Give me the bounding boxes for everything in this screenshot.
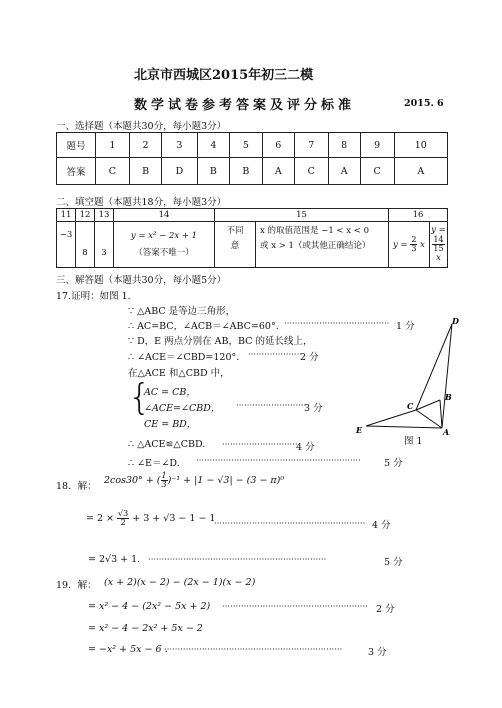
fill-ans-16a-pre: y =	[393, 240, 408, 250]
fill-ans-16b-den: 15	[433, 244, 444, 253]
fill-ans-15-right	[256, 222, 389, 268]
p18-step1-num: √3	[118, 509, 129, 518]
fill-number-row	[57, 209, 448, 222]
p17-sys-3: CE = BD，	[144, 419, 197, 430]
p18-step1-a: = 2 ×	[86, 513, 115, 524]
choice-num-8: 8	[328, 133, 360, 158]
fill-ans-14-note: （答案不唯一）	[134, 247, 194, 258]
choice-ans-10: A	[394, 158, 447, 185]
p18-step2: = 2√3 + 1.	[88, 554, 141, 565]
choice-ans-7: C	[294, 158, 328, 185]
p17-line4-score: 2 分	[300, 352, 319, 363]
p18-label: 18．解：	[56, 481, 97, 492]
fill-answer-table	[56, 208, 448, 268]
fill-num-12: 12	[76, 209, 95, 222]
choice-answer-table	[56, 132, 448, 185]
p17-label: 17.证明：如图 1.	[56, 291, 131, 302]
fill-ans-16b-frac	[432, 236, 444, 253]
section3-heading: 三、解答题（本题共30分，每小题5分）	[56, 275, 227, 286]
choice-ans-8: A	[328, 158, 360, 185]
choice-num-4: 4	[197, 133, 230, 158]
p18-step2-dots: ··································································	[148, 555, 327, 565]
fill-ans-16b-num: 14	[433, 235, 444, 244]
choice-num-1: 1	[96, 133, 130, 158]
choice-num-5: 5	[230, 133, 263, 158]
p17-line6: ∴ △ACE≌△CBD.	[128, 439, 206, 450]
p18-expression	[104, 472, 284, 489]
fill-ans-16a-den: 3	[411, 244, 417, 253]
p18-step1-b: + 3 + √3 − 1 − 1	[132, 513, 216, 524]
doc-title: 北京市西城区2015年初三二模	[134, 68, 314, 83]
p18-expr-den: 3	[161, 480, 167, 489]
row-label-ans: 答案	[57, 158, 96, 185]
p17-line5: 在△ACE 和△CBD 中，	[128, 368, 230, 379]
fill-ans-16a-num: 2	[411, 235, 417, 244]
choice-ans-3: D	[162, 158, 197, 185]
p19-step3: = −x² + 5x − 6 .	[88, 644, 168, 655]
segment-CA	[416, 410, 442, 428]
fill-ans-14	[114, 222, 215, 268]
fill-num-13: 13	[95, 209, 114, 222]
section2-heading: 二、填空题（本题共18分，每小题3分）	[56, 197, 227, 208]
point-label-D: D	[452, 316, 459, 326]
row-label-num: 题号	[57, 133, 96, 158]
p18-expr-b: )⁻¹ + |1 − √3| − (3 − π)⁰	[167, 475, 285, 486]
p17-line4: ∴ ∠ACE＝∠CBD=120°.	[128, 352, 240, 363]
p17-line2-score: 1 分	[396, 321, 415, 332]
p18-expr-num: 1	[161, 471, 167, 480]
fill-num-11: 11	[57, 209, 76, 222]
fill-ans-11: −3	[57, 222, 76, 268]
choice-num-9: 9	[360, 133, 394, 158]
fill-ans-15-line1: x 的取值范围是 −1 < x < 0	[260, 226, 369, 236]
fill-ans-16a-post: x	[420, 240, 425, 250]
choice-ans-6: A	[262, 158, 294, 185]
fill-ans-14-expr: y = x² − 2x + 1	[130, 230, 198, 241]
p17-line6-score: 4 分	[296, 442, 315, 453]
p17-sys-dots: ··························	[236, 401, 307, 411]
choice-num-6: 6	[262, 133, 294, 158]
choice-ans-2: B	[129, 158, 162, 185]
segment-BA	[440, 400, 442, 428]
fill-ans-12: 8	[76, 222, 95, 268]
fill-ans-16a	[389, 222, 430, 268]
fill-ans-15-line2: 或 x > 1（或其他正确结论）	[260, 240, 371, 251]
section1-heading: 一、选择题（本题共30分，每小题3分）	[56, 121, 227, 132]
fill-ans-16b-post: x	[436, 253, 441, 263]
choice-ans-4: B	[197, 158, 230, 185]
p18-step1-score: 4 分	[372, 520, 391, 531]
p19-step2: = x² − 4 − 2x² + 5x − 2	[88, 623, 203, 634]
choice-num-7: 7	[294, 133, 328, 158]
p17-line7-dots: ·····························································	[196, 456, 361, 466]
point-label-B: B	[445, 392, 452, 402]
p17-line4-dots: ····················	[248, 350, 303, 360]
p19-step3-score: 3 分	[368, 647, 387, 658]
doc-date: 2015. 6	[404, 98, 444, 109]
choice-num-10: 10	[394, 133, 447, 158]
p19-label: 19．解：	[56, 580, 97, 591]
p19-step1: = x² − 4 − (2x² − 5x + 2)	[88, 601, 211, 612]
point-label-A: A	[443, 427, 450, 437]
fill-num-14: 14	[114, 209, 215, 222]
p18-step2-score: 5 分	[384, 557, 403, 568]
p19-step3-dots: ··································································	[164, 645, 343, 655]
choice-number-row	[57, 133, 448, 158]
fill-num-15: 15	[215, 209, 389, 222]
p18-expr-frac	[161, 472, 168, 489]
point-label-E: E	[356, 425, 363, 435]
fill-num-16: 16	[389, 209, 448, 222]
p17-line1: ∵ △ABC 是等边三角形，	[128, 306, 236, 317]
p19-step1-score: 2 分	[376, 604, 395, 615]
p18-step1-frac	[117, 510, 129, 527]
choice-ans-1: C	[96, 158, 130, 185]
segment-AD	[442, 324, 452, 428]
doc-subtitle: 数学试卷参考答案及评分标准	[134, 98, 356, 113]
p17-line7-score: 5 分	[384, 458, 403, 469]
p17-sys-1: AC = CB，	[144, 387, 196, 398]
p17-system-brace: {	[128, 377, 151, 418]
p17-line7: ∴ ∠E＝∠D.	[128, 458, 180, 469]
fill-ans-16b	[430, 222, 448, 268]
p17-sys-2: ∠ACE=∠CBD，	[144, 403, 221, 414]
fill-ans-16b-pre: y =	[431, 225, 446, 236]
fill-ans-16a-frac	[410, 236, 417, 253]
fill-ans-15-left-1: 不同	[226, 226, 244, 236]
p18-step1-dots: ························································	[214, 519, 366, 529]
segment-EC	[366, 410, 416, 426]
p19-step1-dots: ······················································	[222, 602, 368, 612]
fill-ans-15-left	[215, 222, 256, 268]
p17-line6-dots: ····························	[222, 440, 298, 450]
choice-answer-row	[57, 158, 448, 185]
choice-ans-5: B	[230, 158, 263, 185]
p18-step1	[86, 510, 215, 527]
fill-ans-13: 3	[95, 222, 114, 268]
figure-1-triangle-diagram	[352, 314, 462, 442]
p17-line3: ∵ D，E 两点分别在 AB，BC 的延长线上，	[128, 336, 313, 347]
fill-ans-15-left-2: 意	[230, 240, 240, 251]
choice-ans-9: C	[360, 158, 394, 185]
choice-num-3: 3	[162, 133, 197, 158]
p18-step1-den: 2	[120, 518, 126, 527]
p18-expr-a: 2cos30° + (	[104, 475, 161, 486]
p19-expression: (x + 2)(x − 2) − (2x − 1)(x − 2)	[104, 577, 256, 588]
figure-1-caption: 图 1	[404, 436, 423, 447]
segment-EA	[366, 426, 442, 428]
point-label-C: C	[407, 401, 414, 411]
p17-line2: ∴ AC=BC，∠ACB＝∠ABC=60°.	[128, 321, 279, 332]
fill-answer-row	[57, 222, 448, 268]
p17-line2-dots: ·······································	[284, 319, 390, 329]
p17-sys-score: 3 分	[304, 403, 323, 414]
choice-num-2: 2	[129, 133, 162, 158]
